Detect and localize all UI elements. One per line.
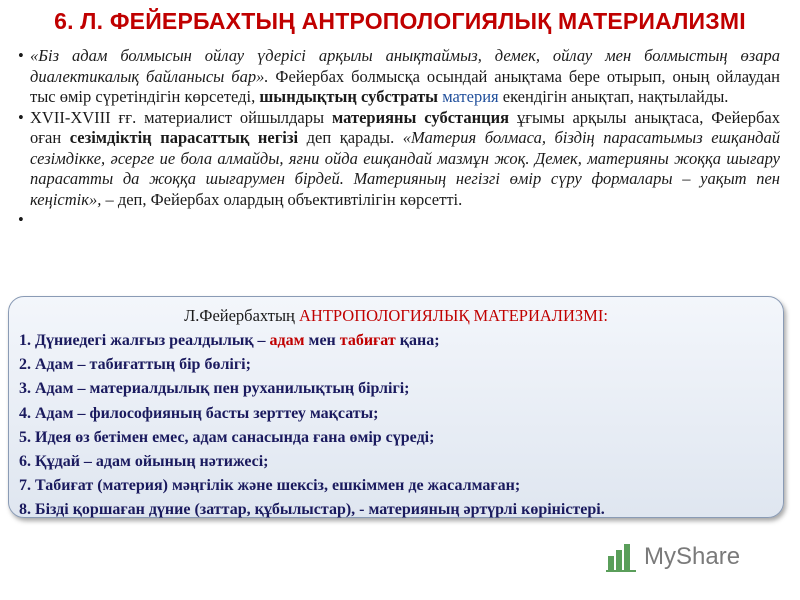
emphasis-text: сезімдіктің парасаттық негізі: [69, 128, 299, 147]
body-text: деп қарады.: [298, 128, 403, 147]
panel-heading: [19, 305, 773, 327]
point-item: 3. Адам – материалдылық пен руханилықтың бірлігі;: [19, 380, 410, 398]
logo-my: My: [644, 543, 676, 570]
body-text: екендігін анықтап, нақтылайды.: [498, 87, 729, 106]
highlight-text: материя: [442, 87, 499, 106]
myshared-logo: [606, 540, 766, 574]
summary-panel: [8, 296, 784, 518]
logo-share: Share: [676, 543, 741, 570]
slide-title: 6. Л. ФЕЙЕРБАХТЫҢ АНТРОПОЛОГИЯЛЫҚ МАТЕРИАЛИЗМІ: [54, 8, 746, 34]
body-text: XVII-XVIII ғғ. материалист ойшылдары: [30, 107, 333, 127]
emphasis-text: материяны субстанция: [332, 107, 510, 127]
point-item: 7. Табиғат (материя) мәңгілік және шексіз, ешкіммен де жасалмаған;: [19, 477, 521, 495]
point-text: мен: [304, 332, 340, 349]
quote-text: «Біз адам болмысын ойлау үдерісі арқылы анықтаймыз, демек, ойлау мен болмыстың өзара диалектикалық байланысы бар».: [30, 46, 780, 86]
logo-text: [644, 543, 740, 571]
emphasis-text: шындықтың субстраты: [259, 87, 439, 106]
panel-heading-topic: АНТРОПОЛОГИЯЛЫҚ МАТЕРИАЛИЗМІ:: [294, 306, 608, 325]
bullet-item-definition: [18, 46, 780, 108]
bullet-item-empty: [18, 210, 780, 224]
logo-bars-icon: [606, 542, 642, 572]
point-highlight: адам: [269, 332, 305, 349]
bullet-list: [18, 46, 780, 224]
body-text: Фейербах болмысқа осындай анықтама бере отырып, оның ойлаудан тыс өмір сүретіндігін көрсетеді,: [30, 66, 780, 106]
point-item: 8. Бізді қоршаған дүние (заттар, құбылыстар), - материяның әртүрлі көріністері.: [19, 501, 605, 519]
point-item: 4. Адам – философияның басты зерттеу мақсаты;: [19, 404, 379, 422]
body-text: ұғымы арқылы анықтаса, Фейербах оған: [30, 107, 781, 147]
bullet-item-matter: [18, 108, 780, 211]
point-item: 2. Адам – табиғаттың бір бөлігі;: [19, 356, 251, 374]
panel-heading-name: Л.Фейербахтың: [184, 306, 295, 325]
point-highlight: табиғат: [339, 332, 396, 349]
point-text: 1. Дүниедегі жалғыз реалдылық –: [19, 332, 270, 349]
quote-text: «Материя болмаса, біздің парасатымыз ешқандай сезімдікке, әсерге ие бола алмайды, яғни ойда ешқандай мазмұн жоқ. Демек, материяны жоққа шығару парасатты да жоққа шығарумен бірдей. Материяның негізгі өмір сүру формалары – уақыт пен кеңістік»,: [30, 128, 780, 209]
point-item: [19, 329, 773, 353]
body-text: – деп, Фейербах олардың объективтілігін көрсетті.: [101, 189, 463, 209]
points-list: [19, 329, 773, 523]
point-text: қана;: [395, 332, 440, 349]
point-item: 5. Идея өз бетімен емес, адам санасында ғана өмір сүреді;: [19, 428, 435, 446]
point-item: 6. Құдай – адам ойының нәтижесі;: [19, 453, 269, 471]
